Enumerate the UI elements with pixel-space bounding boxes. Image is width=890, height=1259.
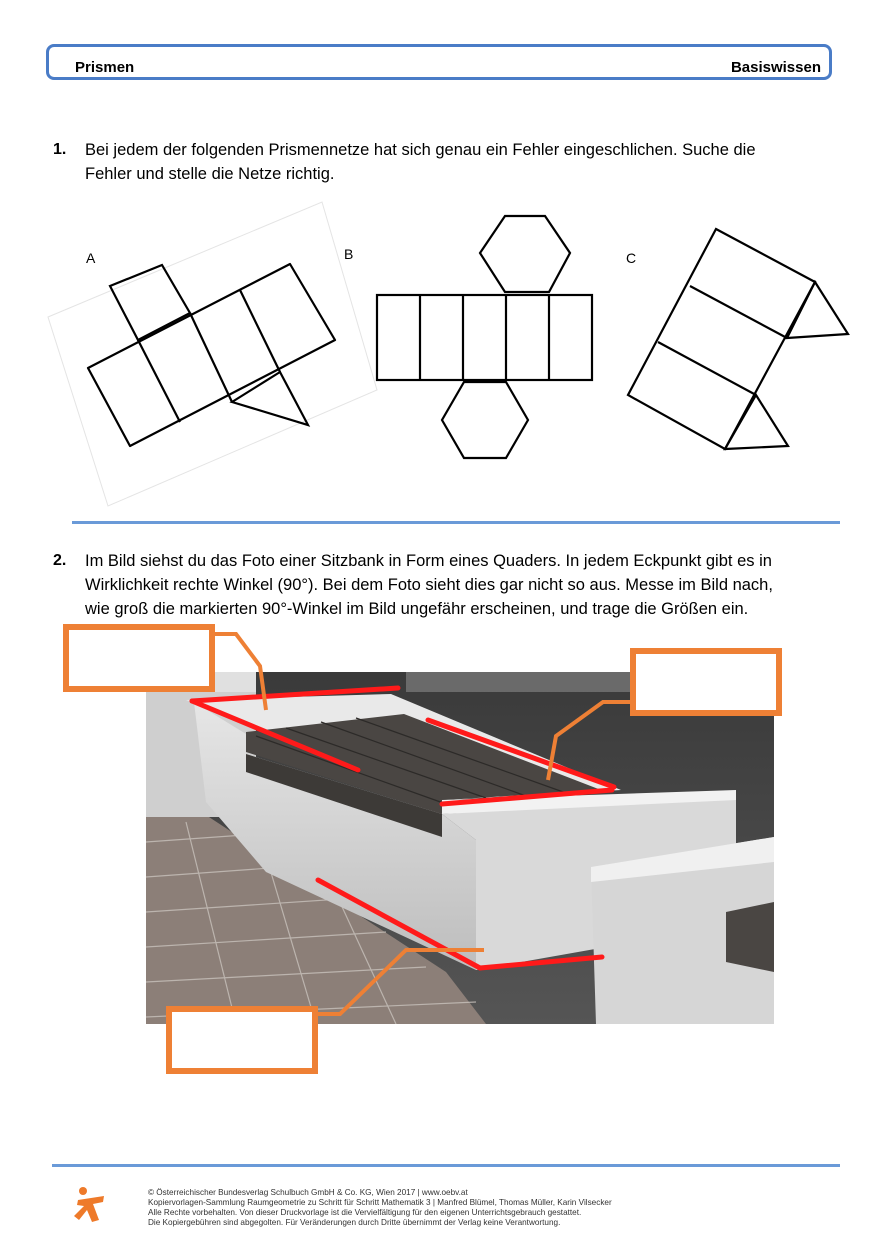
task2-text-line2: Wirklichkeit rechte Winkel (90°). Bei dem Foto sieht dies gar nicht so aus. Messe im Bild nach, [85,576,773,594]
footer-line2: Kopiervorlagen-Sammlung Raumgeometrie zu Schritt für Schritt Mathematik 3 | Manfred Blümel, Thomas Müller, Karin Vilsecker [148,1198,612,1207]
prism-net-b [377,216,592,458]
angle-answer-box-top-right[interactable] [630,648,782,716]
net-label-c: C [626,250,637,266]
task1-text-line1: Bei jedem der folgenden Prismennetze hat sich genau ein Fehler eingeschlichen. Suche die [85,141,756,159]
prism-net-c [628,229,848,449]
footer-line1: © Österreichischer Bundesverlag Schulbuch GmbH & Co. KG, Wien 2017 | www.oebv.at [148,1188,468,1197]
task1-text-line2: Fehler und stelle die Netze richtig. [85,165,335,183]
task2-text-line3: wie groß die markierten 90°-Winkel im Bild ungefähr erscheinen, und trage die Größen ein. [85,600,749,618]
footer-divider [52,1164,840,1167]
net-label-a: A [86,250,96,266]
angle-answer-box-top-left[interactable] [63,624,215,692]
task2-number: 2. [53,552,67,569]
header-box [46,44,832,80]
task1-number: 1. [53,141,67,158]
prism-nets-figure [0,190,890,520]
oebv-logo-icon [72,1186,110,1224]
prism-net-a [48,202,377,506]
net-label-b: B [344,246,354,262]
footer-line3: Alle Rechte vorbehalten. Von dieser Druckvorlage ist die Vervielfältigung für den eigenen Unterrichtsgebrauch gestattet. [148,1208,582,1217]
header-title: Prismen [75,59,135,76]
footer-line4: Die Kopiergebühren sind abgegolten. Für Veränderungen durch Dritte übernimmt der Verlag keine Verantwortung. [148,1218,561,1227]
footer-legal-text [148,1188,612,1228]
angle-answer-box-bottom[interactable] [166,1006,318,1074]
section-divider [72,521,840,524]
task2-text-line1: Im Bild siehst du das Foto einer Sitzbank in Form eines Quaders. In jedem Eckpunkt gibt es in [85,552,772,570]
header-category: Basiswissen [730,59,821,76]
task2-text [85,549,773,621]
task1-text [85,138,756,186]
